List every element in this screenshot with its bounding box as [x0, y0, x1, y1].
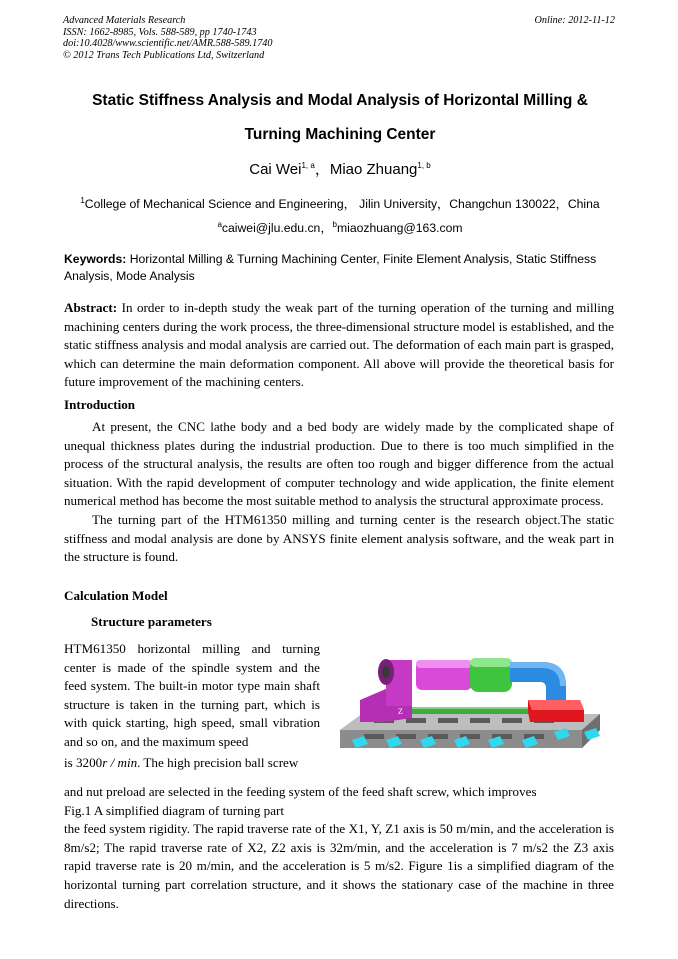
online-date: Online: 2012-11-12: [534, 15, 615, 26]
paper-title-line2: Turning Machining Center: [244, 126, 436, 143]
speed-unit: r / min: [102, 754, 138, 770]
email-b: miaozhuang@163.com: [336, 221, 463, 235]
structure-parameters-heading: Structure parameters: [91, 614, 212, 629]
issn: ISSN: 1662-8985, Vols. 588-589, pp 1740-1743: [63, 26, 257, 38]
journal-header: [63, 15, 272, 61]
introduction-heading: Introduction: [64, 397, 136, 412]
introduction-paragraph-2: The turning part of the HTM61350 milling and turning center is the research object.The static stiffness and modal analysis are done by ANSYS finite element analysis software, and the weak part in the structure is found.: [64, 511, 614, 565]
affiliation-text: College of Mechanical Science and Engineering， Jilin University，Changchun 130022，China: [84, 197, 600, 211]
paper-title-line1: Static Stiffness Analysis and Modal Analysis of Horizontal Milling &: [92, 92, 588, 109]
keywords-text: Horizontal Milling & Turning Machining Center, Finite Element Analysis, Static Stiffness Analysis, Mode Analysis: [64, 252, 597, 283]
calculation-heading: Calculation Model: [64, 588, 168, 603]
turning-part-figure: [334, 652, 612, 762]
copyright: © 2012 Trans Tech Publications Ltd, Switzerland: [63, 49, 265, 61]
structure-text-1: HTM61350 horizontal milling and turning center is made of the spindle system and the feed system. The built-in motor type main shaft structure is taken in the turning part, which is with quick starting, high speed, small vibration and so on, and the maximum speed: [64, 641, 320, 749]
structure-paragraph-1: [64, 640, 320, 772]
author-2-sup: 1, b: [417, 161, 431, 170]
emails: [40, 219, 640, 236]
authors: [40, 158, 640, 179]
tailstock-carriage-top: [528, 700, 584, 710]
email-b-sup: b: [332, 219, 337, 229]
speed-suffix: . The high precision ball screw: [137, 754, 299, 770]
abstract: [64, 299, 614, 392]
speed-value: is 3200: [64, 754, 103, 770]
journal-name: Advanced Materials Research: [63, 15, 186, 26]
email-a: caiwei@jlu.edu.cn，: [221, 221, 333, 235]
introduction-paragraph-1: At present, the CNC lathe body and a bed body are widely made by the complicated shape of unequal thickness plates during the industrial production. Due to there is too much simplified in the process of the structural analysis, the results are often too rough and bigger difference from the actual situation. With the rapid development of computer technology and wide application, the finite element numerical method has become the most suitable method to analysis the structural approximate process.: [64, 419, 614, 509]
author-1-sup: 1, a: [301, 161, 315, 170]
author-2: Miao Zhuang: [329, 161, 418, 178]
structure-paragraph-2: [64, 783, 614, 913]
keywords: [64, 251, 614, 285]
abstract-label: Abstract:: [64, 300, 118, 315]
figure-caption: Fig.1 A simplified diagram of turning part: [64, 802, 285, 818]
abstract-text: In order to in-depth study the weak part of the turning operation of the turning and milling machining centers during the work process, the three-dimensional structure model is established, and the static stiffness analysis and modal analysis are carried out. The deformation of each main part is grasped, which can determine the main deformation component. All above will provide the theoretical basis for future improvement of the machining centers.: [64, 300, 615, 390]
spindle-cylinder-highlight: [416, 660, 472, 668]
motor-cylinder-highlight: [470, 658, 512, 667]
keywords-label: Keywords:: [64, 252, 127, 266]
axis-label: Z: [398, 707, 403, 716]
introduction-body: [64, 418, 614, 567]
max-speed-line: [64, 754, 320, 773]
affiliation-sup: 1: [80, 195, 85, 205]
email-a-sup: a: [217, 219, 222, 229]
author-separator: ，: [314, 161, 330, 178]
spindle-hole: [382, 666, 390, 678]
structure-text-2: and nut preload are selected in the feeding system of the feed shaft screw, which improves: [64, 784, 537, 799]
affiliation: [40, 195, 640, 212]
structure-text-3: the feed system rigidity. The rapid traverse rate of the X1, Y, Z1 axis is 50 m/min, and the acceleration is 8m/s2; The rapid traverse rate of X2, Z2 axis is 32m/min, and the acceleration is 7 m/s2 the Z3 axis rapid traverse rate is 20 m/min, and the acceleration is 5 m/s2. Figure 1is a simplified diagram of the horizontal turning part correlation structure, and it shows the stationary case of the machine in three directions.: [64, 821, 614, 911]
doi: doi:10.4028/www.scientific.net/AMR.588-589.1740: [63, 38, 273, 50]
author-1: Cai Wei: [249, 161, 302, 178]
